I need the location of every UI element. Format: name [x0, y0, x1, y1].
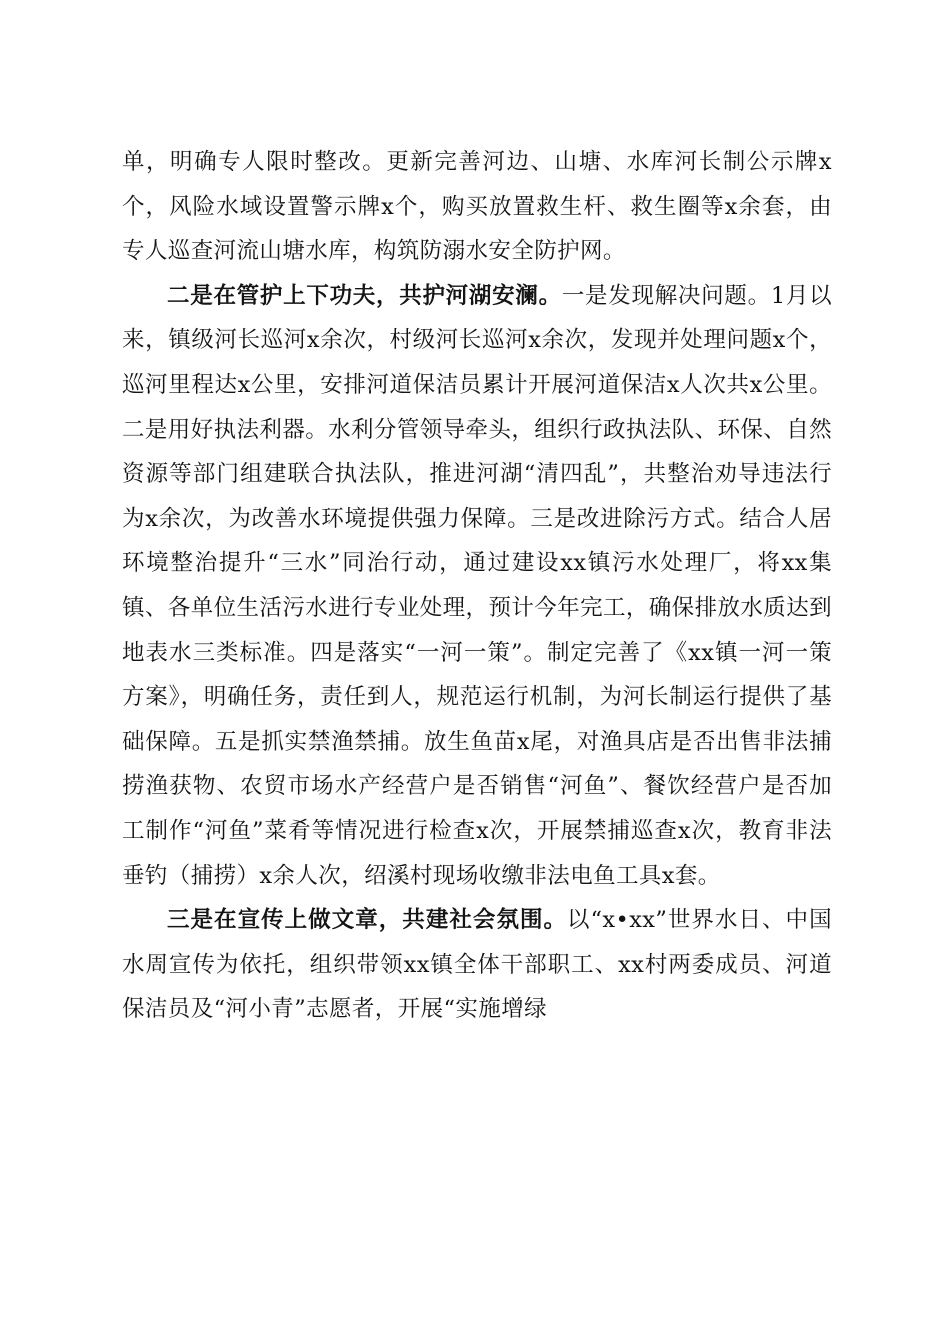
paragraph-lead: 二是在管护上下功夫，共护河湖安澜。 — [167, 282, 562, 309]
document-body — [122, 140, 832, 1032]
paragraph-publicity — [122, 898, 832, 1032]
paragraph-management — [122, 274, 832, 898]
paragraph-text: 以“x•xx”世界水日、中国水周宣传为依托，组织带领xx镇全体干部职工、xx村两委成员、河道保洁员及“河小青”志愿者，开展“实施增绿 — [122, 907, 832, 1023]
paragraph-lead: 三是在宣传上做文章，共建社会氛围。 — [167, 907, 567, 934]
paragraph-continuation — [122, 140, 832, 274]
paragraph-text: 单，明确专人限时整改。更新完善河边、山塘、水库河长制公示牌x个，风险水域设置警示牌x个，购买放置救生杆、救生圈等x余套，由专人巡查河流山塘水库，构筑防溺水安全防护网。 — [122, 149, 832, 265]
paragraph-text: 一是发现解决问题。1月以来，镇级河长巡河x余次，村级河长巡河x余次，发现并处理问题x个，巡河里程达x公里，安排河道保洁员累计开展河道保洁x人次共x公里。二是用好执法利器。水利分管领导牵头，组织行政执法队、环保、自然资源等部门组建联合执法队，推进河湖“清四乱”，共整治劝导违法行为x余次，为改善水环境提供强力保障。三是改进除污方式。结合人居环境整治提升“三水”同治行动，通过建设xx镇污水处理厂，将xx集镇、各单位生活污水进行专业处理，预计今年完工，确保排放水质达到地表水三类标准。四是落实“一河一策”。制定完善了《xx镇一河一策方案》，明确任务，责任到人，规范运行机制，为河长制运行提供了基础保障。五是抓实禁渔禁捕。放生鱼苗x尾，对渔具店是否出售非法捕捞渔获物、农贸市场水产经营户是否销售“河鱼”、餐饮经营户是否加工制作“河鱼”菜肴等情况进行检查x次，开展禁捕巡查x次，教育非法垂钓（捕捞）x余人次，绍溪村现场收缴非法电鱼工具x套。 — [122, 282, 832, 889]
